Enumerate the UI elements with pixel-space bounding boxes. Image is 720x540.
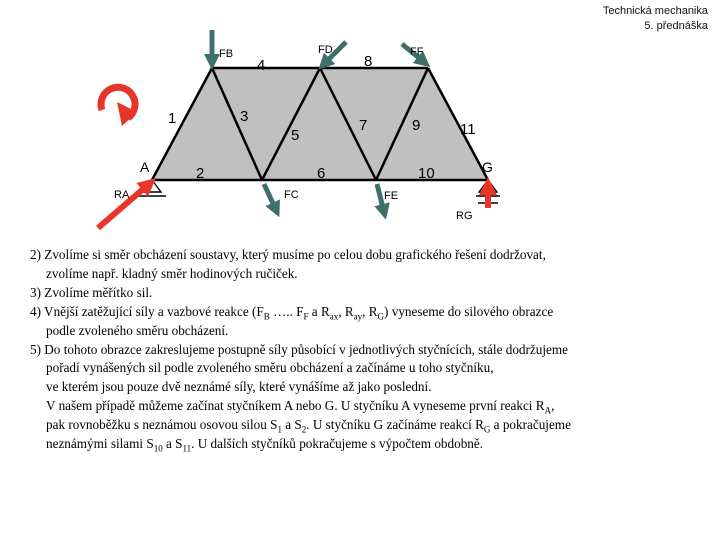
force-label-fb: FB: [219, 48, 234, 60]
member-label-5: 5: [291, 127, 300, 144]
member-label-4: 4: [257, 57, 266, 74]
force-label-fc: FC: [284, 189, 299, 201]
node-label-a: A: [140, 159, 150, 175]
step-5: 5) Do tohoto obrazce zakreslujeme postupně síly působící v jednotlivých styčnících, stále dodržujeme: [30, 341, 568, 357]
step-5-line4: V našem případě můžeme začínat styčníkem A nebo G. U styčníku A vyneseme první reakci $R_A$,: [46, 398, 555, 416]
member-label-10: 10: [418, 165, 435, 182]
force-label-rg: RG: [456, 210, 473, 222]
step-3: 3) Zvolíme měřítko sil.: [30, 284, 153, 300]
member-label-6: 6: [317, 165, 326, 182]
step-4: 4) Vnější zatěžující síly a vazbové reakce ($F_B$ ….. $F_F$ a $R_{ax}$, $R_{ay}$, $R_G$) vyneseme do silového obrazce: [30, 303, 554, 322]
step-5-line2: pořadí vynášených sil podle zvoleného směru obcházení a začínáme u toho styčníku,: [46, 360, 494, 376]
force-label-ra: RA: [114, 189, 130, 201]
rotation-direction-icon: [101, 87, 137, 126]
member-label-2: 2: [196, 165, 205, 182]
member-label-9: 9: [412, 117, 421, 134]
force-fe-arrow: [377, 184, 384, 212]
member-label-8: 8: [364, 53, 373, 70]
member-label-1: 1: [168, 110, 177, 127]
step-2: 2) Zvolíme si směr obcházení soustavy, který musíme po celou dobu grafického řešení dodržovat,: [30, 247, 546, 262]
step-5-line3: ve kterém jsou pouze dvě neznámé síly, které vynášíme až jako poslední.: [46, 379, 432, 395]
step-5-line5: pak rovnoběžku s neznámou osovou silou $S_1$ a $S_2$. U styčníku G začínáme reakcí $R_G$ a pokračujeme: [46, 417, 571, 435]
step-2-cont: zvolíme např. kladný směr hodinových ručiček.: [46, 265, 298, 281]
lecture-number: 5. přednáška: [644, 20, 708, 32]
force-label-ff: FF: [410, 46, 424, 58]
member-label-11: 11: [460, 121, 476, 138]
force-label-fe: FE: [384, 190, 399, 202]
explanation-text: [30, 246, 700, 454]
step-5-line6: neznámými silami $S_{10}$ a $S_{11}$. U dalších styčníků pokračujeme s výpočtem obdobně.: [46, 436, 484, 454]
member-label-7: 7: [359, 117, 368, 134]
force-label-fd: FD: [318, 44, 333, 56]
truss-diagram: [0, 0, 720, 240]
step-4-cont: podle zvoleného směru obcházení.: [46, 322, 229, 338]
course-title: Technická mechanika: [602, 5, 708, 17]
member-label-3: 3: [240, 108, 249, 125]
node-label-g: G: [482, 159, 493, 175]
force-fc-arrow: [264, 184, 276, 210]
